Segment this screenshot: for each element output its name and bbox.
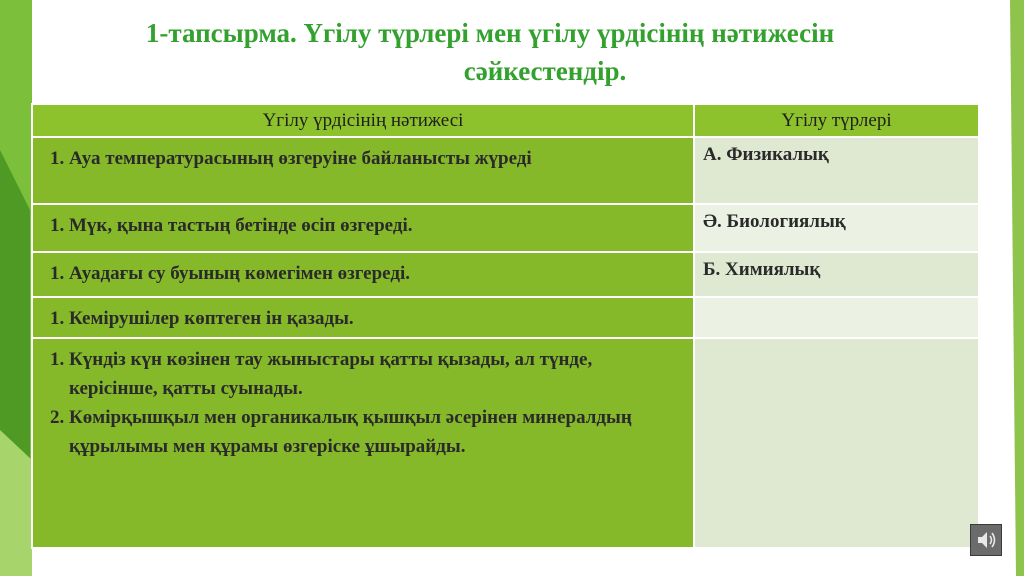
title-line-1: 1-тапсырма. Үгілу түрлері мен үгілу үрдісінің нәтижесін: [145, 18, 835, 48]
type-cell: [694, 338, 979, 548]
type-cell: [694, 297, 979, 338]
table-row: [32, 338, 979, 548]
green-facet-right: [1010, 0, 1024, 576]
header-result: Үгілу үрдісінің нәтижесі: [32, 104, 694, 137]
speaker-icon: [971, 525, 1001, 555]
result-cell: [32, 338, 694, 548]
result-item: 1. Ауа температурасының өзгеруіне байланысты жүреді: [69, 144, 685, 173]
slide-title: [40, 14, 940, 90]
table-row: [32, 137, 979, 204]
result-cell: [32, 137, 694, 204]
type-cell: Ә. Биологиялық: [694, 204, 979, 252]
result-item: 1. Күндіз күн көзінен тау жыныстары қатты қызады, ал түнде, керісінше, қатты суынады.: [69, 345, 685, 403]
type-cell: А. Физикалық: [694, 137, 979, 204]
result-cell: [32, 252, 694, 297]
result-item: 2. Көмірқышқыл мен органикалық қышқыл әсерінен минералдың құрылымы мен құрамы өзгеріске ұшырайды.: [69, 403, 685, 461]
table-row: [32, 204, 979, 252]
type-cell: Б. Химиялық: [694, 252, 979, 297]
table-row: [32, 252, 979, 297]
result-item: 1. Ауадағы су буының көмегімен өзгереді.: [69, 259, 685, 288]
result-item: 1. Кемірушілер көптеген ін қазады.: [69, 304, 685, 333]
header-types: Үгілу түрлері: [694, 104, 979, 137]
table-header-row: [32, 104, 979, 137]
title-line-2: сәйкестендір.: [463, 56, 627, 86]
result-item: 1. Мүк, қына тастың бетінде өсіп өзгереді.: [69, 211, 685, 240]
result-cell: [32, 204, 694, 252]
speaker-button[interactable]: [970, 524, 1002, 556]
table-row: [32, 297, 979, 338]
matching-table: [31, 103, 980, 549]
result-cell: [32, 297, 694, 338]
